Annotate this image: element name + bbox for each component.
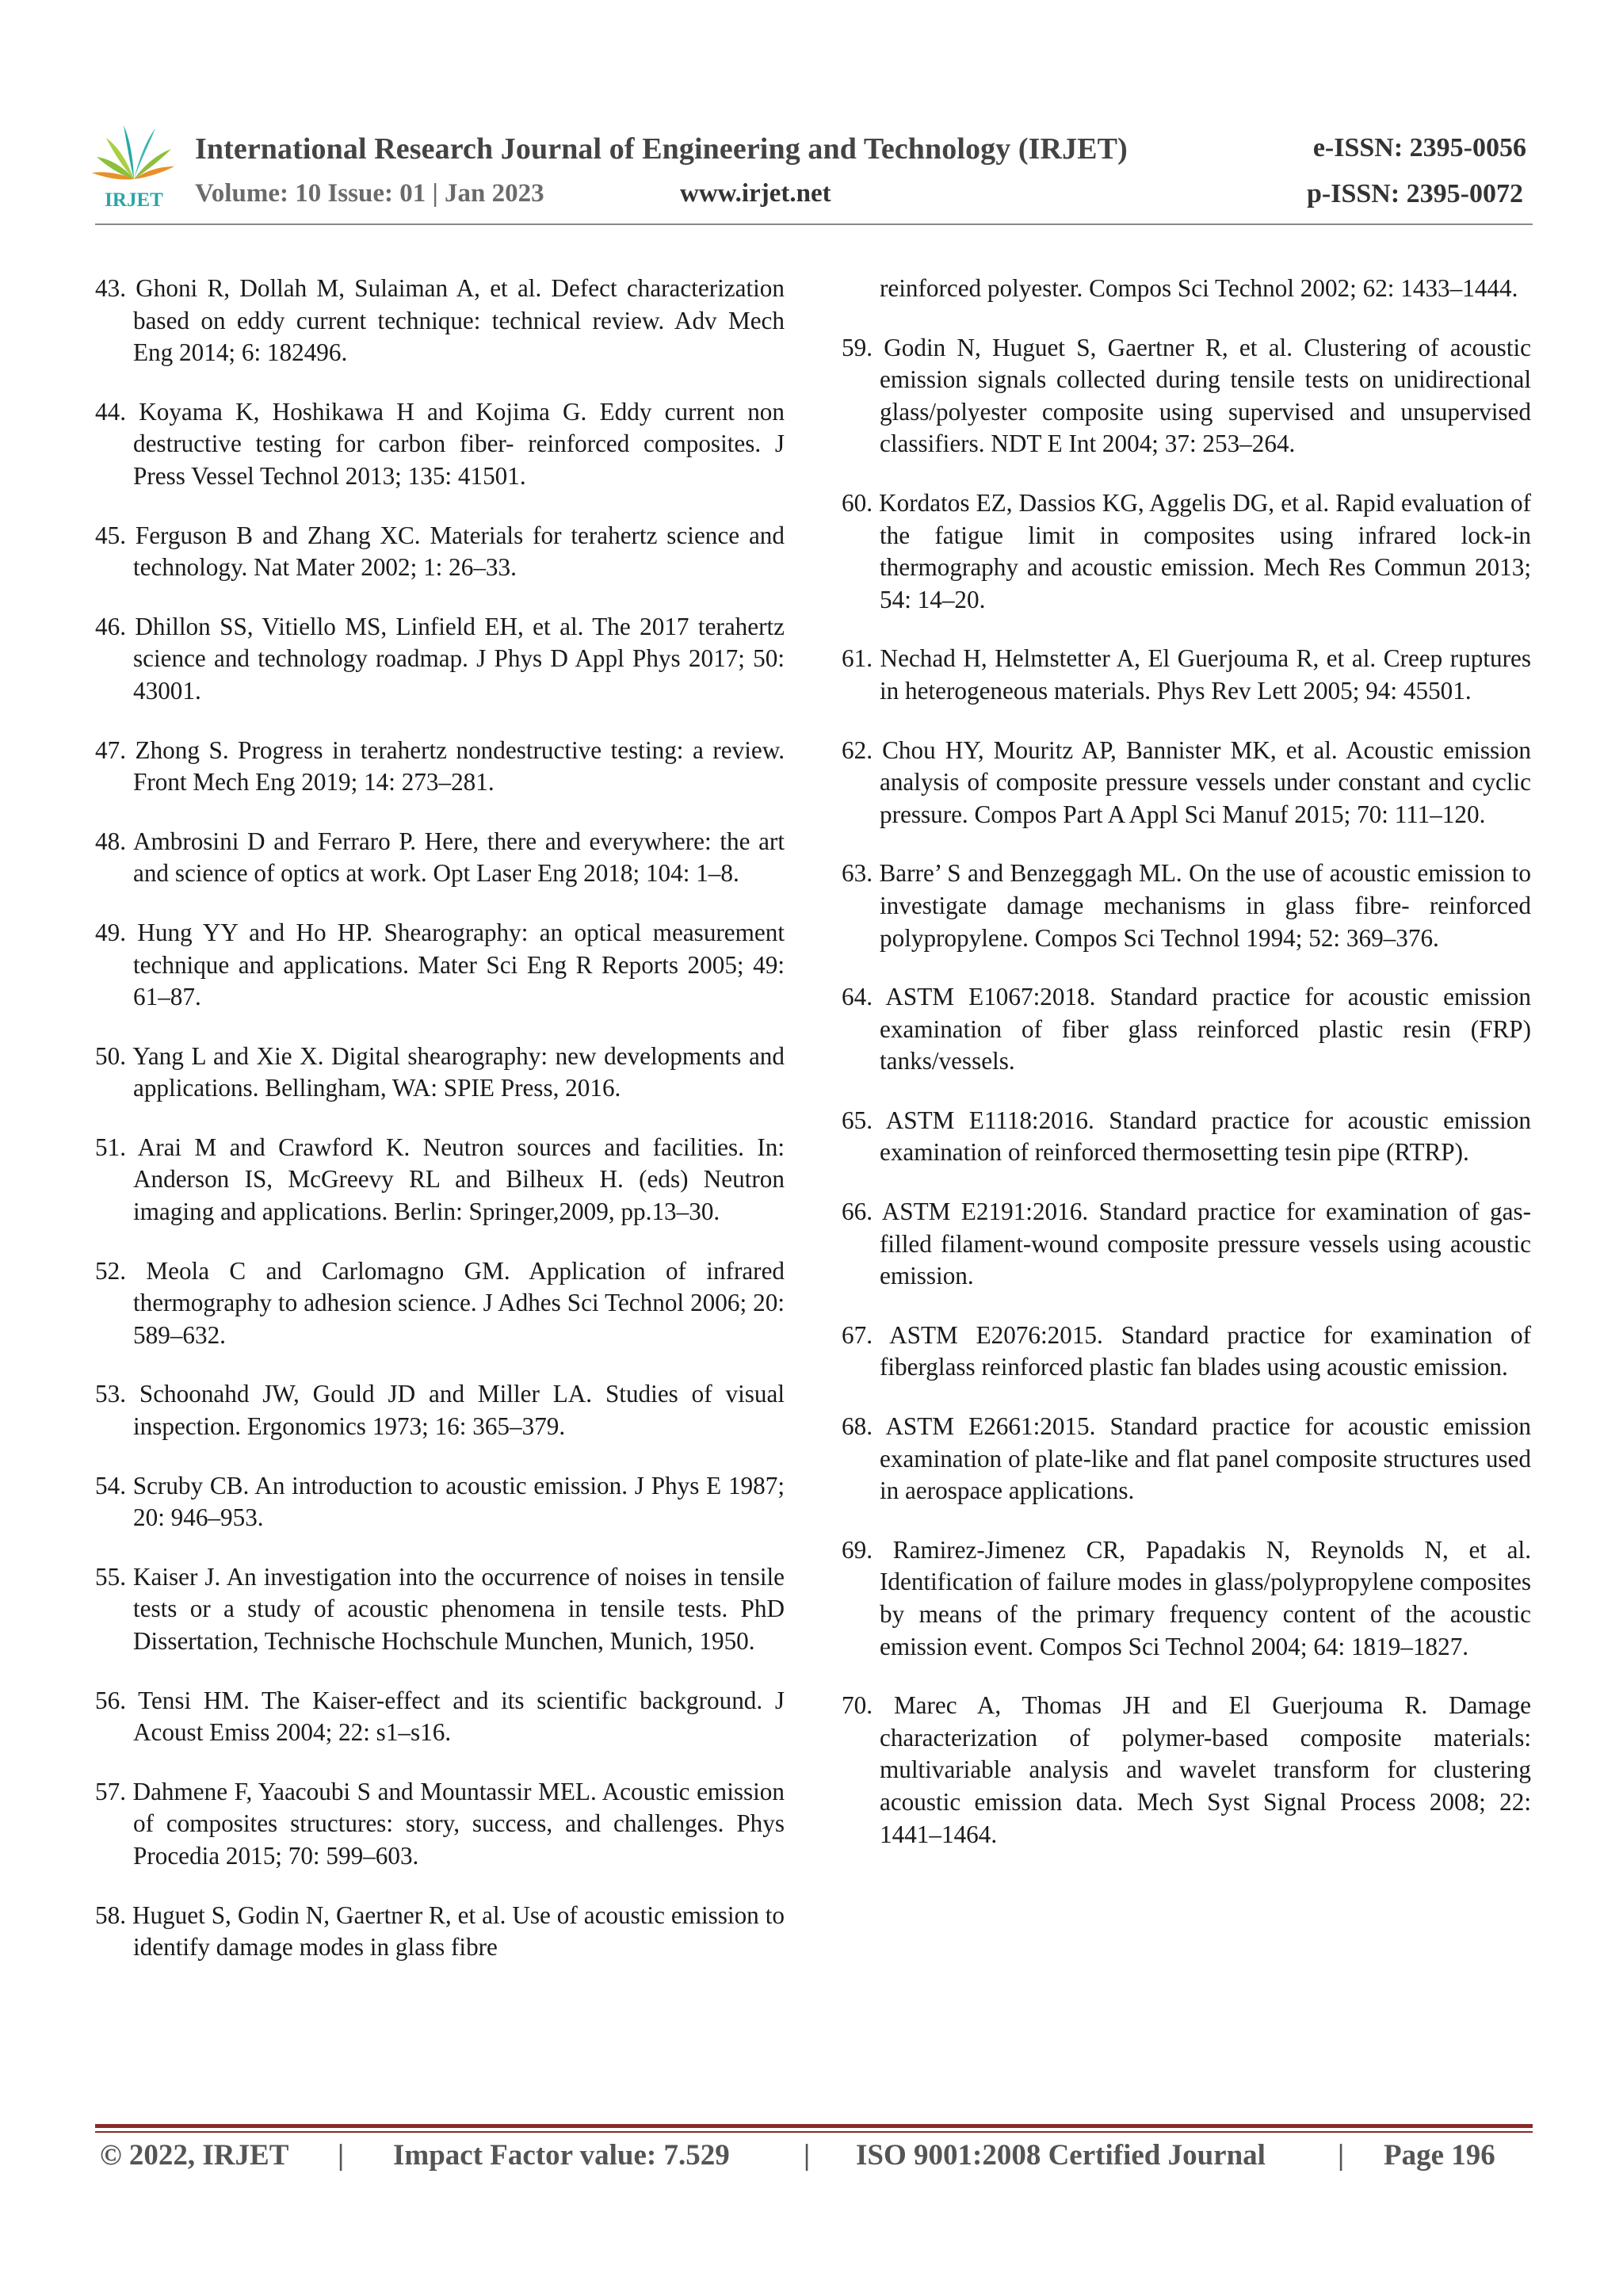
footer-separator: | bbox=[338, 2139, 345, 2172]
volume-issue: Volume: 10 Issue: 01 | Jan 2023 bbox=[195, 179, 544, 208]
reference-entry: 61. Nechad H, Helmstetter A, El Guerjouma R, et al. Creep ruptures in heterogeneous materials. Phys Rev Lett 2005; 94: 45501. bbox=[842, 644, 1531, 705]
reference-entry: 59. Godin N, Huguet S, Gaertner R, et al. Clustering of acoustic emission signals collected during tensile tests on unidirectional glass/polyester composite using supervised and unsupervised classifiers. NDT E Int 2004; 37: 253–264. bbox=[842, 333, 1531, 458]
reference-entry: 54. Scruby CB. An introduction to acoustic emission. J Phys E 1987; 20: 946–953. bbox=[95, 1471, 785, 1532]
header-divider bbox=[95, 223, 1533, 225]
page-header bbox=[0, 0, 1623, 238]
reference-entry: 64. ASTM E1067:2018. Standard practice for acoustic emission examination of fiber glass reinforced plastic resin (FRP) tanks/vessels. bbox=[842, 983, 1531, 1075]
reference-entry: 66. ASTM E2191:2016. Standard practice for examination of gas-filled filament-wound composite pressure vessels using acoustic emission. bbox=[842, 1198, 1531, 1290]
reference-entry: 56. Tensi HM. The Kaiser-effect and its scientific background. J Acoust Emiss 2004; 22: s1–s16. bbox=[95, 1686, 785, 1747]
reference-entry: 62. Chou HY, Mouritz AP, Bannister MK, et al. Acoustic emission analysis of composite pressure vessels under constant and cyclic pressure. Compos Part A Appl Sci Manuf 2015; 70: 111–120. bbox=[842, 735, 1531, 828]
reference-entry: 44. Koyama K, Hoshikawa H and Kojima G. Eddy current non destructive testing for carbon fiber- reinforced composites. J Press Vessel Technol 2013; 135: 41501. bbox=[95, 397, 785, 490]
reference-entry: 60. Kordatos EZ, Dassios KG, Aggelis DG, et al. Rapid evaluation of the fatigue limit in composites using infrared lock-in thermography and acoustic emission. Mech Res Commun 2013; 54: 14–20. bbox=[842, 488, 1531, 613]
footer-divider-thin bbox=[95, 2131, 1533, 2133]
footer-iso: ISO 9001:2008 Certified Journal bbox=[856, 2139, 1266, 2172]
footer-separator: | bbox=[804, 2139, 811, 2172]
logo-text: IRJET bbox=[105, 189, 163, 211]
reference-entry: 69. Ramirez-Jimenez CR, Papadakis N, Reynolds N, et al. Identification of failure modes in glass/polypropylene composites by means of the primary frequency content of the acoustic emission event. Compos Sci Technol 2004; 64: 1819–1827. bbox=[842, 1535, 1531, 1660]
reference-entry: 51. Arai M and Crawford K. Neutron sources and facilities. In: Anderson IS, McGreevy RL and Bilheux H. (eds) Neutron imaging and applications. Berlin: Springer,2009, pp.13–30. bbox=[95, 1133, 785, 1226]
footer-separator: | bbox=[1338, 2139, 1345, 2172]
pissn: p-ISSN: 2395-0072 bbox=[1307, 179, 1523, 208]
references-left-column bbox=[95, 273, 785, 1991]
reference-entry: 46. Dhillon SS, Vitiello MS, Linfield EH, et al. The 2017 terahertz science and technology roadmap. J Phys D Appl Phys 2017; 50: 43001. bbox=[95, 612, 785, 705]
reference-entry: 45. Ferguson B and Zhang XC. Materials for terahertz science and technology. Nat Mater 2002; 1: 26–33. bbox=[95, 521, 785, 582]
reference-entry: 49. Hung YY and Ho HP. Shearography: an optical measurement technique and applications. Mater Sci Eng R Reports 2005; 49: 61–87. bbox=[95, 918, 785, 1011]
eissn: e-ISSN: 2395-0056 bbox=[1312, 133, 1526, 162]
footer-divider-thick bbox=[95, 2124, 1533, 2128]
references-right-column bbox=[842, 273, 1531, 1878]
reference-entry: 65. ASTM E1118:2016. Standard practice for acoustic emission examination of reinforced thermosetting tesin pipe (RTRP). bbox=[842, 1106, 1531, 1167]
footer-page-number: Page 196 bbox=[1384, 2139, 1495, 2172]
irjet-logo bbox=[90, 117, 178, 211]
reference-entry: 67. ASTM E2076:2015. Standard practice for examination of fiberglass reinforced plastic fan blades using acoustic emission. bbox=[842, 1320, 1531, 1381]
reference-entry: 52. Meola C and Carlomagno GM. Application of infrared thermography to adhesion science. J Adhes Sci Technol 2006; 20: 589–632. bbox=[95, 1256, 785, 1349]
website-link[interactable]: www.irjet.net bbox=[680, 179, 831, 208]
reference-entry: 50. Yang L and Xie X. Digital shearography: new developments and applications. Bellingham, WA: SPIE Press, 2016. bbox=[95, 1041, 785, 1102]
reference-entry: 53. Schoonahd JW, Gould JD and Miller LA. Studies of visual inspection. Ergonomics 1973; 16: 365–379. bbox=[95, 1380, 785, 1441]
footer-impact-factor: Impact Factor value: 7.529 bbox=[393, 2139, 730, 2172]
journal-title: International Research Journal of Engineering and Technology (IRJET) bbox=[195, 132, 1128, 166]
reference-entry: 70. Marec A, Thomas JH and El Guerjouma R. Damage characterization of polymer-based composite materials: multivariable analysis and wavelet transform for clustering acoustic emission data. Mech Syst Signal Process 2008; 22: 1441–1464. bbox=[842, 1691, 1531, 1848]
reference-entry: 47. Zhong S. Progress in terahertz nondestructive testing: a review. Front Mech Eng 2019; 14: 273–281. bbox=[95, 735, 785, 797]
reference-entry: 68. ASTM E2661:2015. Standard practice for acoustic emission examination of plate-like and flat panel composite structures used in aerospace applications. bbox=[842, 1412, 1531, 1505]
reference-entry: 57. Dahmene F, Yaacoubi S and Mountassir MEL. Acoustic emission of composites structures: story, success, and challenges. Phys Procedia 2015; 70: 599–603. bbox=[95, 1777, 785, 1870]
page-footer bbox=[100, 2135, 1526, 2183]
reference-entry: 55. Kaiser J. An investigation into the occurrence of noises in tensile tests or a study of acoustic phenomena in tensile tests. PhD Dissertation, Technische Hochschule Munchen, Munich, 1950. bbox=[95, 1562, 785, 1655]
footer-copyright: © 2022, IRJET bbox=[100, 2139, 289, 2172]
reference-entry: 58. Huguet S, Godin N, Gaertner R, et al. Use of acoustic emission to identify damage modes in glass fibre bbox=[95, 1901, 785, 1962]
reference-entry: 48. Ambrosini D and Ferraro P. Here, there and everywhere: the art and science of optics at work. Opt Laser Eng 2018; 104: 1–8. bbox=[95, 827, 785, 888]
reference-entry: 43. Ghoni R, Dollah M, Sulaiman A, et al. Defect characterization based on eddy current technique: technical review. Adv Mech Eng 2014; 6: 182496. bbox=[95, 274, 785, 367]
reference-entry: 63. Barre’ S and Benzeggagh ML. On the use of acoustic emission to investigate damage mechanisms in glass fibre- reinforced polypropylene. Compos Sci Technol 1994; 52: 369–376. bbox=[842, 859, 1531, 952]
reference-entry: reinforced polyester. Compos Sci Technol 2002; 62: 1433–1444. bbox=[880, 274, 1518, 302]
